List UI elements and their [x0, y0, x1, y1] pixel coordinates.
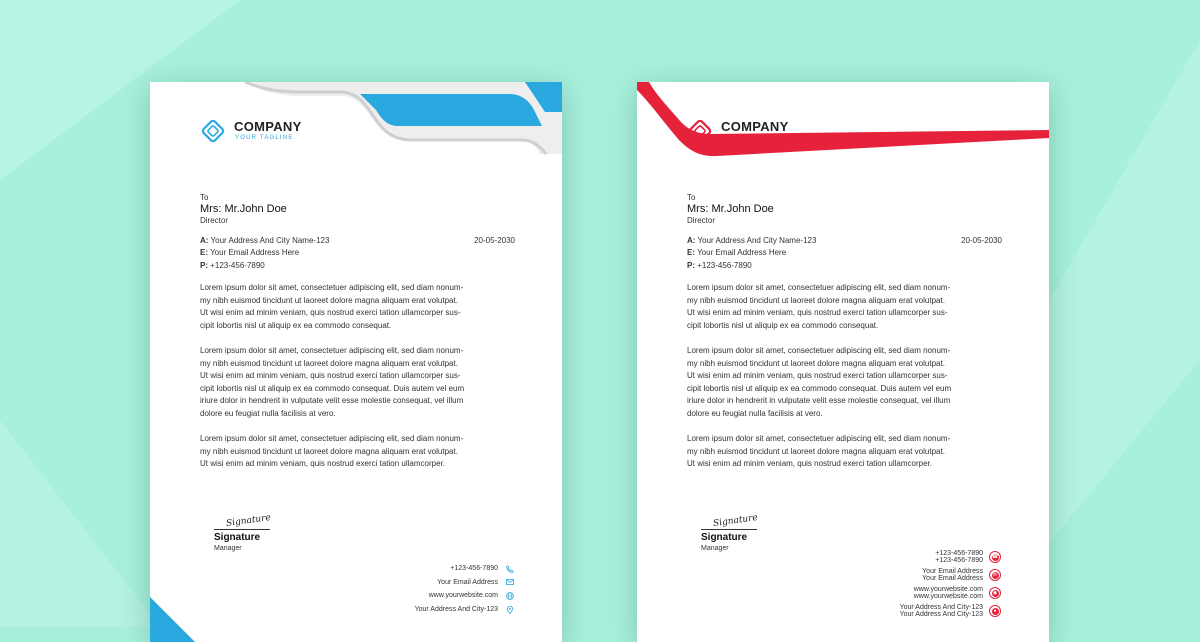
signature-role: Manager	[701, 545, 729, 552]
body-paragraph: Lorem ipsum dolor sit amet, consectetuer adipiscing elit, sed diam nonum- my nibh euismod tincidunt ut laoreet dolore magna aliquam erat volutpat. Ut wisi enim ad minim veniam, quis nostrud exerci tation ullamcorper.	[200, 434, 464, 468]
globe-icon: ◉	[989, 587, 1001, 599]
location-pin-icon: ●	[989, 605, 1001, 617]
body-paragraph: Lorem ipsum dolor sit amet, consectetuer adipiscing elit, sed diam nonum- my nibh euismod tincidunt ut laoreet dolore magna aliquam erat volutpat. Ut wisi enim ad minim veniam, quis nostrud exerci tation ullamcorper sus- cipit lobortis nisl ut aliquip ex ea commodo consequat.	[200, 283, 464, 330]
signature-name: Signature	[701, 532, 748, 543]
footer-website: www.yourwebsite.com www.yourwebsite.com ◉	[900, 584, 1001, 602]
phone-line: P: +123-456-7890	[687, 260, 752, 270]
globe-icon	[506, 592, 514, 600]
footer-address: Your Address And City-123 Your Address And City-123 ●	[900, 602, 1001, 620]
recipient-block	[687, 192, 1007, 226]
phone-icon	[506, 565, 514, 573]
body-paragraph: Lorem ipsum dolor sit amet, consectetuer adipiscing elit, sed diam nonum- my nibh euismod tincidunt ut laoreet dolore magna aliquam erat volutpat. Ut wisi enim ad minim veniam, quis nostrud exerci tation ullamcorper.	[687, 434, 951, 468]
envelope-icon: ✉	[989, 569, 1001, 581]
footer-email: Your Email Address	[415, 576, 514, 590]
body-paragraph: Lorem ipsum dolor sit amet, consectetuer adipiscing elit, sed diam nonum- my nibh euismod tincidunt ut laoreet dolore magna aliquam erat volutpat. Ut wisi enim ad minim veniam, quis nostrud exerci tation ullamcorper sus- cipit lobortis nisl ut aliquip ex ea commodo consequat. Duis autem vel eum iriure dolor in hendrerit in vulputate velit esse molestie consequat, vel illum dolore eu feugiat nulla facilisis at vero.	[687, 346, 952, 418]
signature-line	[701, 529, 757, 530]
company-logo	[200, 118, 302, 144]
company-logo	[687, 118, 789, 144]
letter-date: 20-05-2030	[961, 236, 1002, 245]
footer-website: www.yourwebsite.com	[415, 589, 514, 603]
address-line: A: Your Address And City Name-123	[200, 236, 330, 245]
body-paragraph: Lorem ipsum dolor sit amet, consectetuer adipiscing elit, sed diam nonum- my nibh euismod tincidunt ut laoreet dolore magna aliquam erat volutpat. Ut wisi enim ad minim veniam, quis nostrud exerci tation ullamcorper sus- cipit lobortis nisl ut aliquip ex ea commodo consequat. Duis autem vel eum iriure dolor in hendrerit in vulputate velit esse molestie consequat, vel illum dolore eu feugiat nulla facilisis at vero.	[200, 346, 465, 418]
recipient-name: Mrs: Mr.John Doe	[200, 203, 287, 215]
letter-date: 20-05-2030	[474, 236, 515, 245]
footer-phone: +123-456-7890 +123-456-7890 ☎	[900, 548, 1001, 566]
envelope-icon	[506, 578, 514, 586]
diamond-logo-icon	[687, 118, 713, 144]
recipient-block	[200, 192, 520, 226]
body-paragraph: Lorem ipsum dolor sit amet, consectetuer adipiscing elit, sed diam nonum- my nibh euismod tincidunt ut laoreet dolore magna aliquam erat volutpat. Ut wisi enim ad minim veniam, quis nostrud exerci tation ullamcorper sus- cipit lobortis nisl ut aliquip ex ea commodo consequat.	[687, 283, 951, 330]
to-label: To	[200, 193, 209, 202]
letter-body	[200, 282, 515, 484]
company-name: COMPANY	[234, 119, 302, 134]
address-line: A: Your Address And City Name-123	[687, 236, 817, 245]
footer-contacts	[900, 548, 1001, 620]
location-pin-icon	[506, 606, 514, 614]
recipient-name: Mrs: Mr.John Doe	[687, 203, 774, 215]
email-line: E: Your Email Address Here	[200, 248, 300, 258]
handwritten-signature: Signature	[712, 512, 759, 530]
company-tagline: YOUR TAGLINE	[722, 135, 781, 141]
sender-contacts	[200, 235, 515, 272]
email-line: E: Your Email Address Here	[687, 248, 787, 258]
company-tagline: YOUR TAGLINE	[235, 135, 294, 141]
signature-line	[214, 529, 270, 530]
footer-phone: +123-456-7890	[415, 562, 514, 576]
diamond-logo-icon	[200, 118, 226, 144]
to-label: To	[687, 193, 696, 202]
footer-address: Your Address And City-123	[415, 603, 514, 617]
signature-role: Manager	[214, 545, 242, 552]
footer-contacts	[415, 562, 514, 616]
phone-line: P: +123-456-7890	[200, 260, 265, 270]
signature-name: Signature	[214, 532, 261, 543]
handwritten-signature: Signature	[225, 512, 272, 530]
sender-contacts	[687, 235, 1002, 272]
letterhead-blue	[150, 82, 562, 642]
letter-body	[687, 282, 1002, 484]
footer-email: Your Email Address Your Email Address ✉	[900, 566, 1001, 584]
signature-block	[701, 510, 781, 553]
company-name: COMPANY	[721, 119, 789, 134]
letterhead-red	[637, 82, 1049, 642]
signature-block	[214, 510, 294, 553]
phone-icon: ☎	[989, 551, 1001, 563]
recipient-role: Director	[200, 216, 229, 225]
recipient-role: Director	[687, 216, 716, 225]
